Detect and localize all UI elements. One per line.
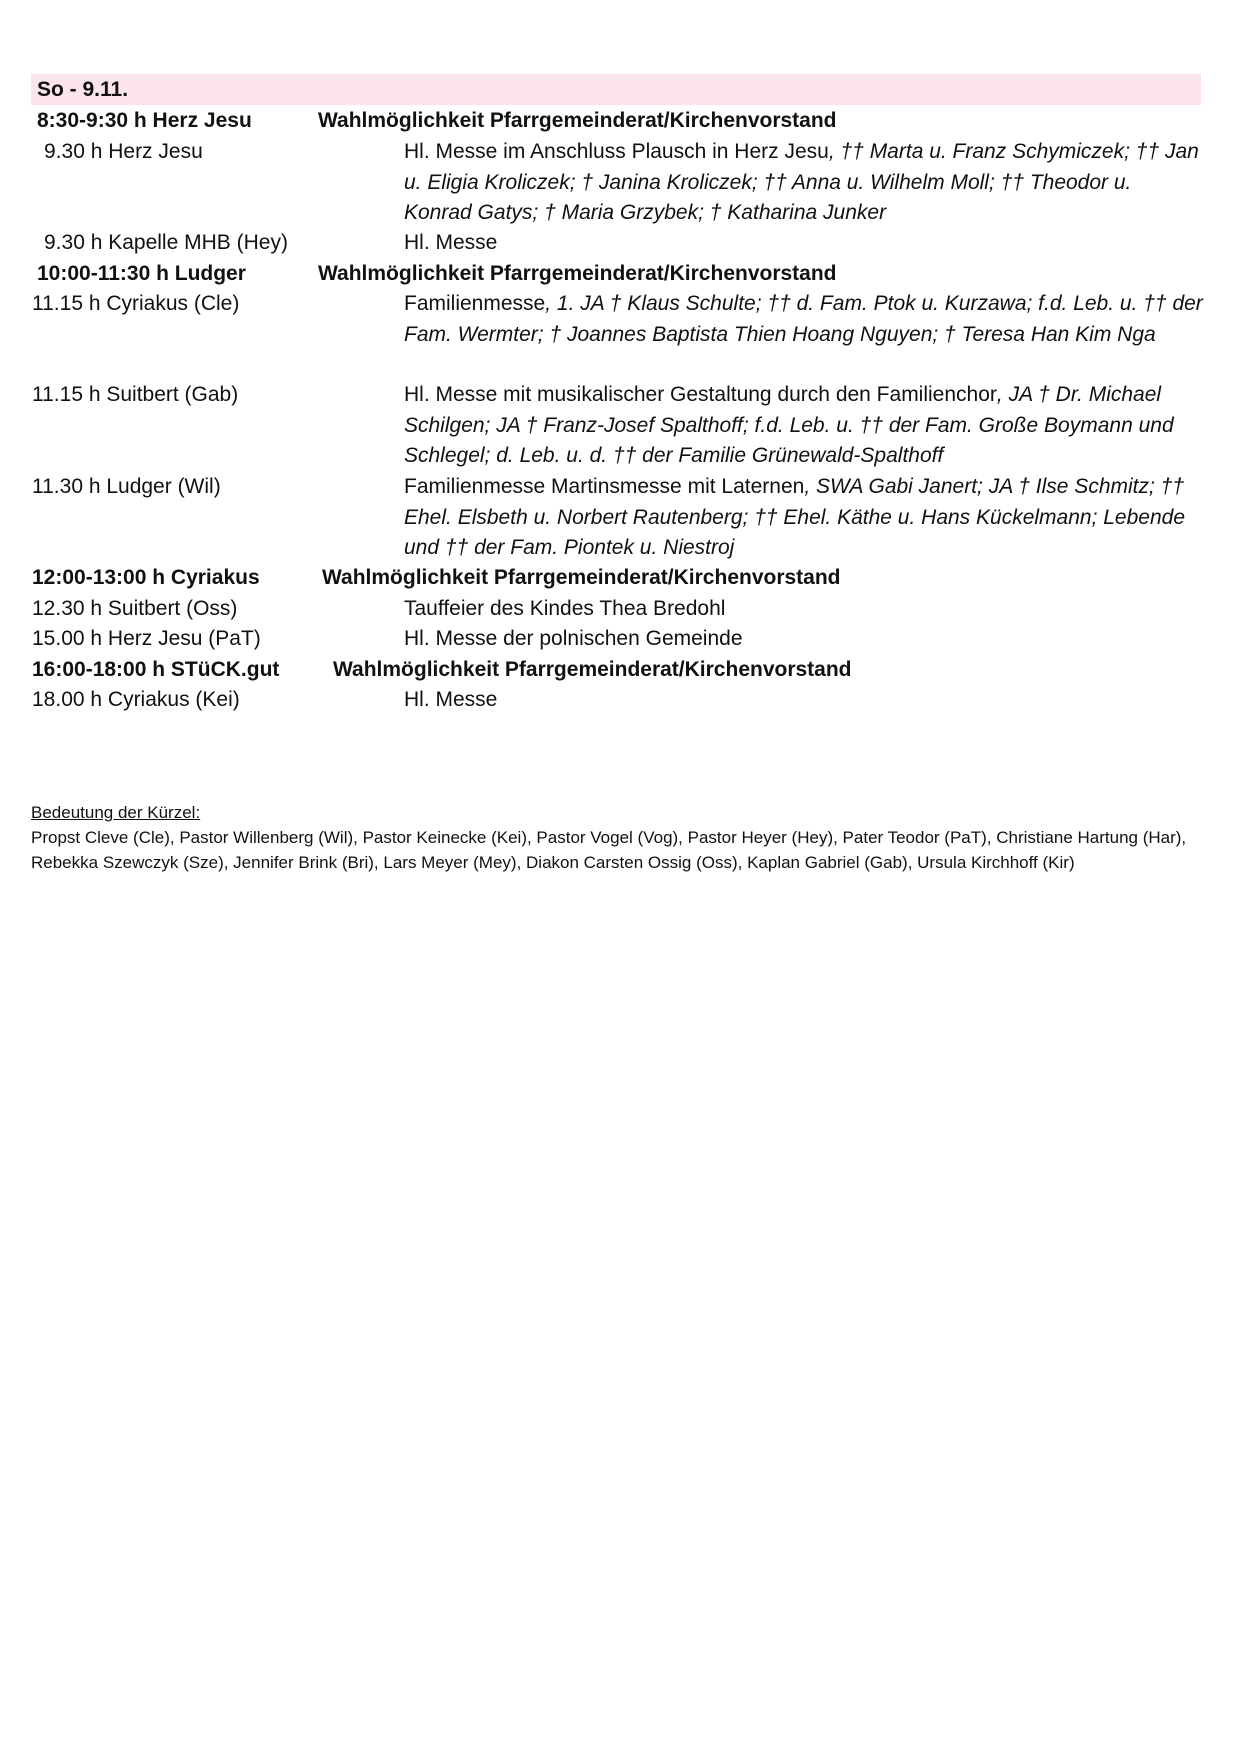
legend-title: Bedeutung der Kürzel: bbox=[31, 803, 201, 822]
event-text-plain: Hl. Messe mit musikalischer Gestaltung durch den Familienchor bbox=[404, 383, 997, 406]
event-time: 15.00 h Herz Jesu (PaT) bbox=[32, 627, 261, 650]
event-time: 12.30 h Suitbert (Oss) bbox=[32, 597, 238, 620]
event-text: Wahlmöglichkeit Pfarrgemeinderat/Kirchenvorstand bbox=[333, 658, 852, 681]
event-text-plain: Hl. Messe im Anschluss Plausch in Herz Jesu bbox=[404, 140, 829, 163]
event-text-intentions: , †† Marta u. Franz Schymiczek; †† Jan u. Eligia Kroliczek; † Janina Kroliczek; †† Anna u. Wilhelm Moll; †† Theodor u. Konrad Gatys; † Maria Grzybek; † Katharina Junker bbox=[404, 140, 1199, 224]
event-text-intentions: , 1. JA † Klaus Schulte; †† d. Fam. Ptok u. Kurzawa; f.d. Leb. u. †† der Fam. Wermter; † Joannes Baptista Thien Hoang Nguyen; † Teresa Han Kim Nga bbox=[404, 292, 1203, 346]
event-text: Hl. Messe bbox=[404, 688, 498, 711]
event-text: Hl. Messe der polnischen Gemeinde bbox=[404, 627, 743, 650]
event-text: Hl. Messe bbox=[404, 231, 498, 254]
event-text-intentions: , SWA Gabi Janert; JA † Ilse Schmitz; †† Ehel. Elsbeth u. Norbert Rautenberg; †† Ehel. Käthe u. Hans Kückelmann; Lebende und †† der Fam. Piontek u. Niestroj bbox=[404, 475, 1185, 559]
event-time: 10:00-11:30 h Ludger bbox=[37, 262, 246, 285]
event-text-plain: Familienmesse Martinsmesse mit Laternen bbox=[404, 475, 805, 498]
event-text bbox=[404, 137, 1204, 229]
event-text-plain: Familienmesse bbox=[404, 292, 546, 315]
event-text: Wahlmöglichkeit Pfarrgemeinderat/Kirchenvorstand bbox=[318, 262, 837, 285]
event-time: 11.15 h Suitbert (Gab) bbox=[32, 383, 239, 406]
event-text bbox=[404, 472, 1204, 564]
day-header: So - 9.11. bbox=[31, 74, 1201, 105]
event-time: 11.30 h Ludger (Wil) bbox=[32, 475, 221, 498]
event-text: Wahlmöglichkeit Pfarrgemeinderat/Kirchenvorstand bbox=[322, 566, 841, 589]
event-time: 12:00-13:00 h Cyriakus bbox=[32, 566, 260, 589]
event-text bbox=[404, 289, 1204, 350]
event-time: 9.30 h Herz Jesu bbox=[44, 140, 203, 163]
event-time: 16:00-18:00 h STüCK.gut bbox=[32, 658, 280, 681]
event-time: 11.15 h Cyriakus (Cle) bbox=[32, 292, 240, 315]
event-text-intentions: , JA † Dr. Michael Schilgen; JA † Franz-Josef Spalthoff; f.d. Leb. u. †† der Fam. Große Boymann und Schlegel; d. Leb. u. d. †† der Familie Grünewald-Spalthoff bbox=[404, 383, 1174, 467]
event-time: 18.00 h Cyriakus (Kei) bbox=[32, 688, 240, 711]
event-time: 9.30 h Kapelle MHB (Hey) bbox=[44, 231, 288, 254]
event-text: Tauffeier des Kindes Thea Bredohl bbox=[404, 597, 726, 620]
event-text: Wahlmöglichkeit Pfarrgemeinderat/Kirchenvorstand bbox=[318, 109, 837, 132]
event-time: 8:30-9:30 h Herz Jesu bbox=[37, 109, 252, 132]
abbreviation-legend bbox=[31, 800, 1201, 875]
event-text bbox=[404, 380, 1204, 472]
legend-text: Propst Cleve (Cle), Pastor Willenberg (Wil), Pastor Keinecke (Kei), Pastor Vogel (Vog), Pastor Heyer (Hey), Pater Teodor (PaT), Christiane Hartung (Har), Rebekka Szewczyk (Sze), Jennifer Brink (Bri), Lars Meyer (Mey), Diakon Carsten Ossig (Oss), Kaplan Gabriel (Gab), Ursula Kirchhoff (Kir) bbox=[31, 828, 1187, 872]
